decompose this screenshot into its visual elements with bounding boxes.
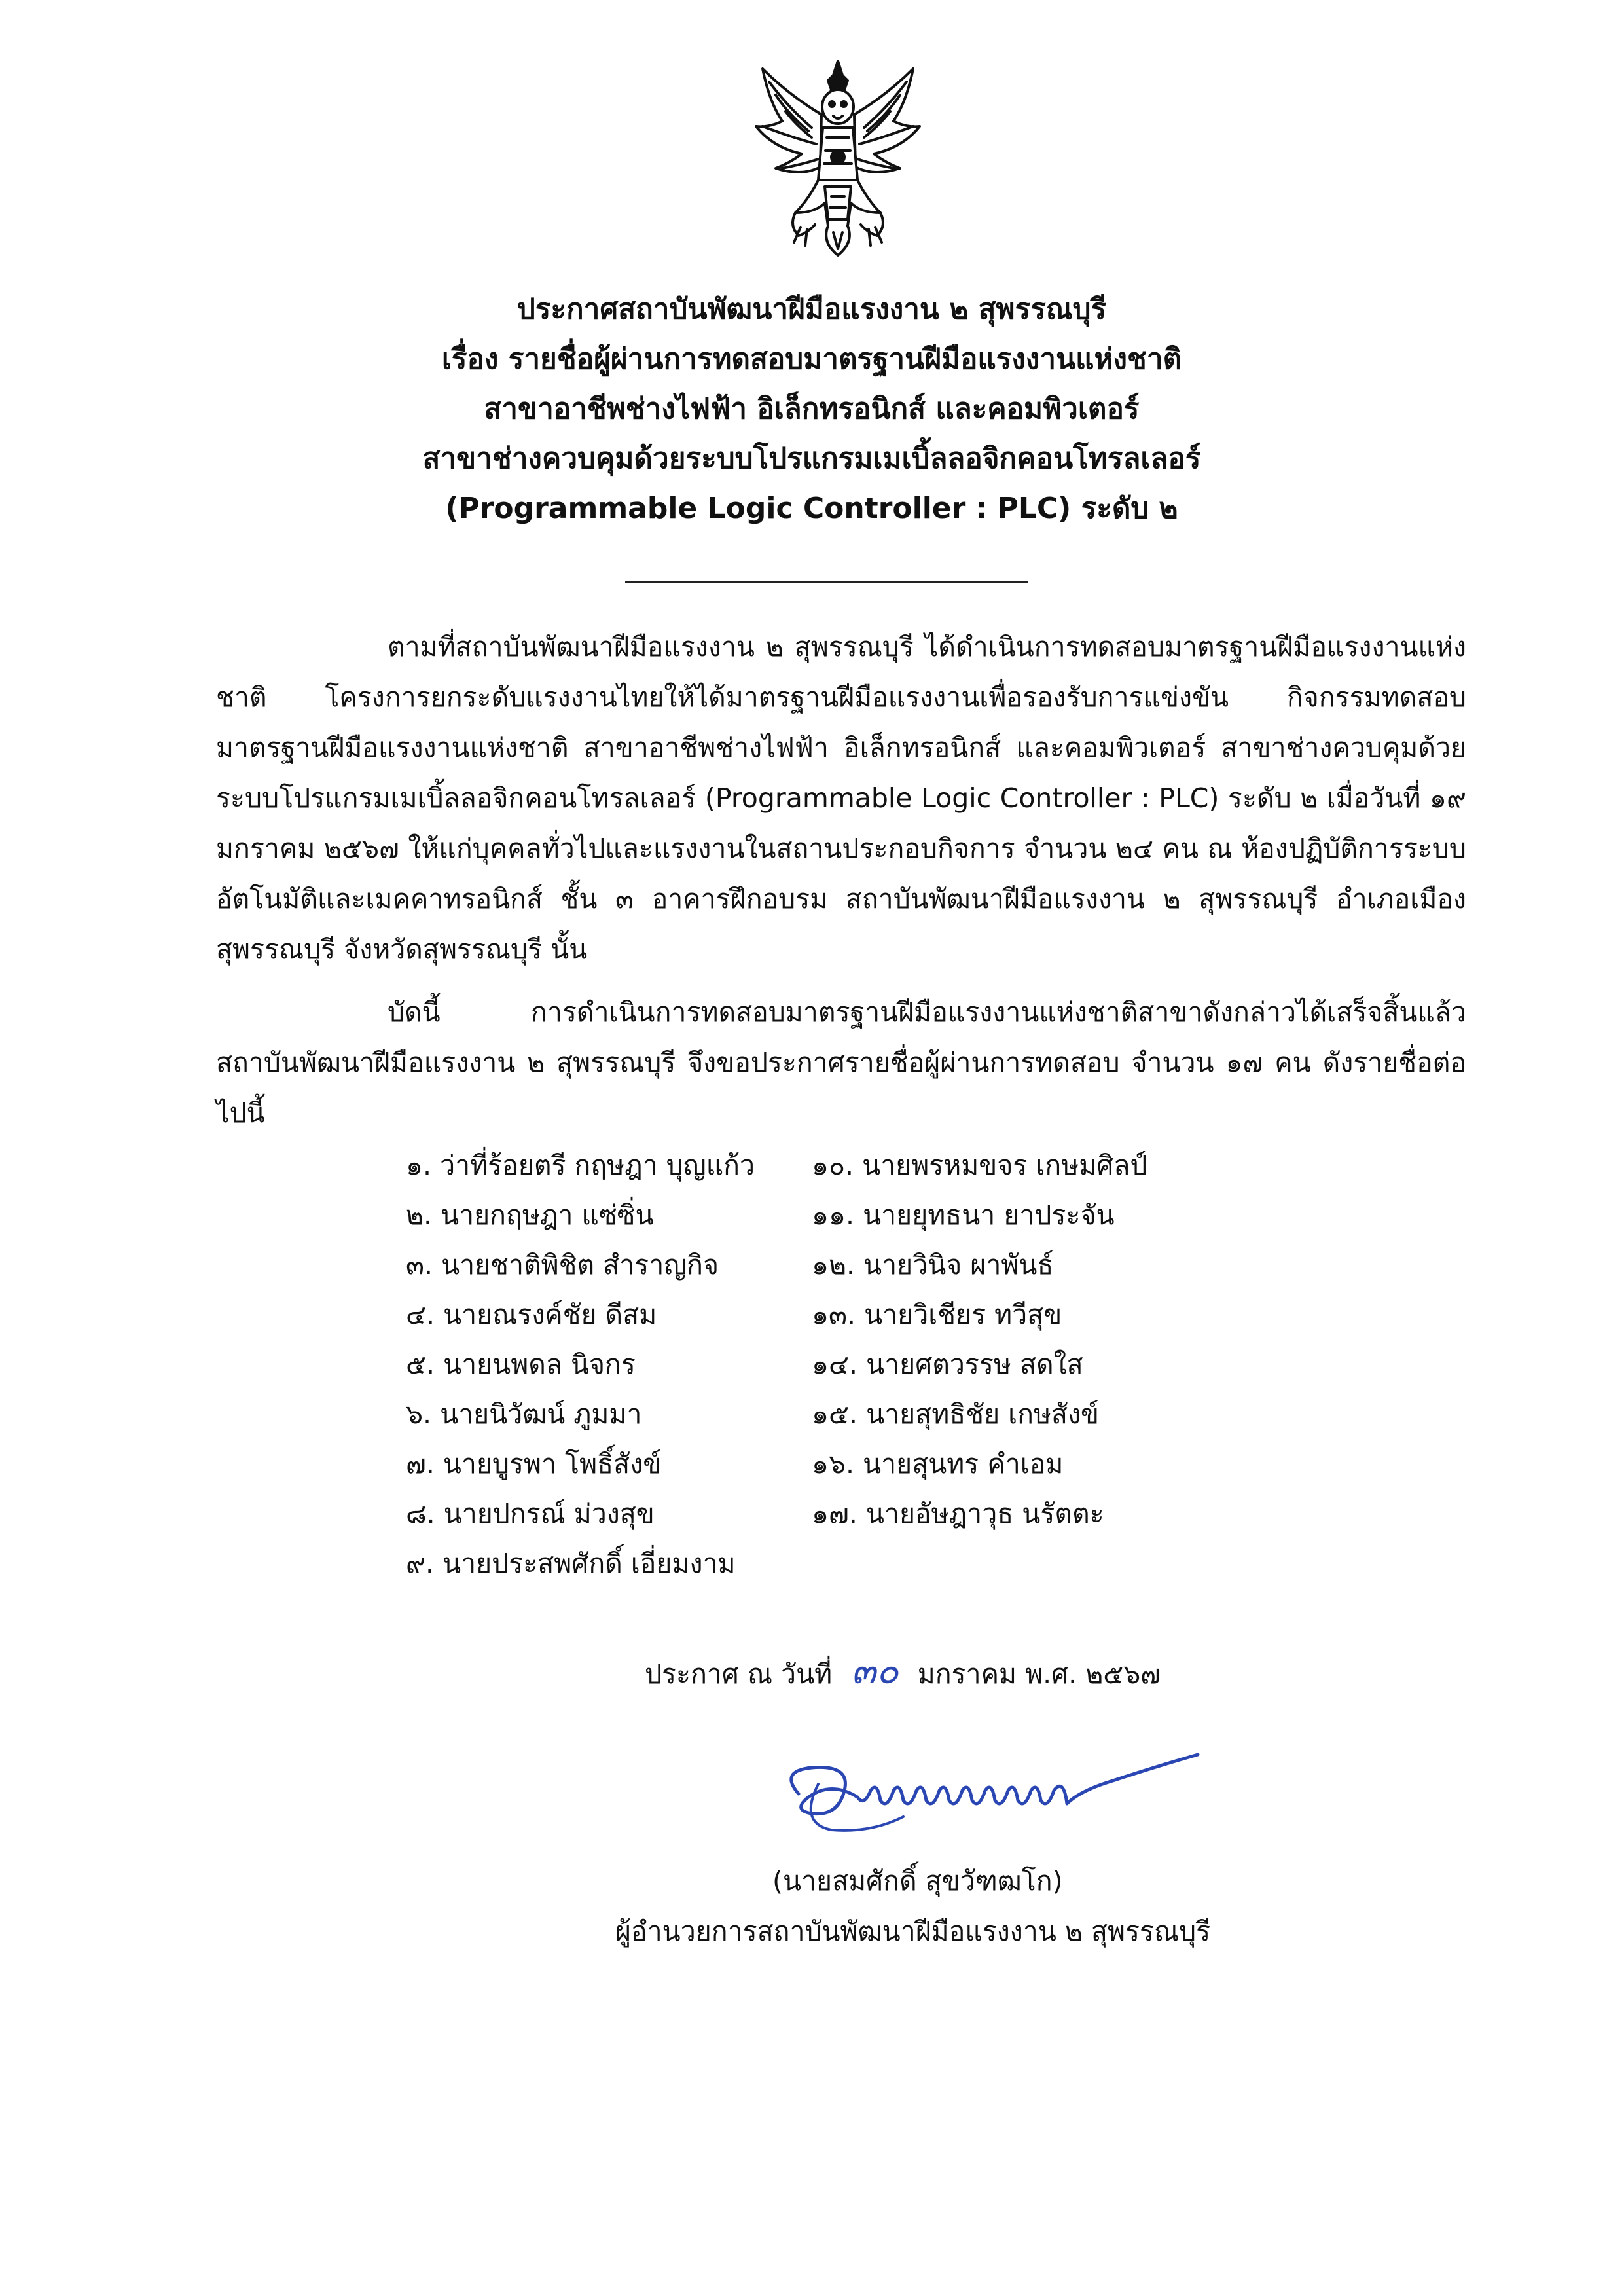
list-item: ๑๕. นายสุทธิชัย เกษสังข์ <box>812 1398 1100 1430</box>
list-item: ๗. นายบูรพา โพธิ์สังข์ <box>406 1448 662 1480</box>
list-item: ๕. นายนพดล นิจกร <box>406 1349 636 1380</box>
signatory-name: (นายสมศักดิ์ สุขวัฑฒโก) <box>772 1865 1063 1897</box>
list-item: ๔. นายณรงค์ชัย ดีสม <box>406 1299 657 1330</box>
date-day-handwritten: ๓๐ <box>851 1650 899 1692</box>
list-item: ๑๐. นายพรหมขจร เกษมศิลป์ <box>812 1150 1147 1181</box>
title-divider <box>625 581 1028 583</box>
list-item: ๑๔. นายศตวรรษ สดใส <box>812 1349 1083 1380</box>
names-list-column-1 <box>406 1140 755 1588</box>
list-item: ๑๓. นายวิเชียร ทวีสุข <box>812 1299 1062 1330</box>
handwritten-signature <box>772 1745 1231 1856</box>
body-paragraph-1: ตามที่สถาบันพัฒนาฝีมือแรงงาน ๒ สุพรรณบุรี ได้ดำเนินการทดสอบมาตรฐานฝีมือแรงงานแห่งชาติ โครงการยกระดับแรงงานไทยให้ได้มาตรฐานฝีมือแรงงานเพื่อรองรับการแข่งขัน กิจกรรมทดสอบมาตรฐานฝีมือแรงงานแห่งชาติ สาขาอาชีพช่างไฟฟ้า อิเล็กทรอนิกส์ และคอมพิวเตอร์ สาขาช่างควบคุมด้วยระบบโปรแกรมเมเบิ้ลลอจิกคอนโทรลเลอร์ (Programmable Logic Controller : PLC) ระดับ ๒ เมื่อวันที่ ๑๙ มกราคม ๒๕๖๗ ให้แก่บุคคลทั่วไปและแรงงานในสถานประกอบกิจการ จำนวน ๒๔ คน ณ ห้องปฏิบัติการระบบอัตโนมัติและเมคคาทรอนิกส์ ชั้น ๓ อาคารฝึกอบรม สถาบันพัฒนาฝีมือแรงงาน ๒ สุพรรณบุรี อำเภอเมืองสุพรรณบุรี จังหวัดสุพรรณบุรี นั้น <box>216 631 1466 965</box>
date-suffix: มกราคม พ.ศ. ๒๕๖๗ <box>917 1658 1161 1690</box>
date-prefix: ประกาศ ณ วันที่ <box>645 1658 833 1690</box>
title-line-4: สาขาช่างควบคุมด้วยระบบโปรแกรมเมเบิ้ลลอจิกคอนโทรลเลอร์ <box>422 442 1201 475</box>
announcement-date <box>645 1647 1161 1699</box>
list-item: ๒. นายกฤษฎา แซ่ซิ่น <box>406 1199 654 1231</box>
list-item: ๑๑. นายยุทธนา ยาประจัน <box>812 1199 1115 1231</box>
title-line-5: (Programmable Logic Controller : PLC) ระดับ ๒ <box>445 492 1178 525</box>
title-line-3: สาขาอาชีพช่างไฟฟ้า อิเล็กทรอนิกส์ และคอมพิวเตอร์ <box>484 392 1140 426</box>
list-item: ๙. นายประสพศักดิ์ เอี่ยมงาม <box>406 1548 736 1579</box>
announcement-title <box>196 285 1427 534</box>
list-item: ๑๒. นายวินิจ ผาพันธ์ <box>812 1249 1054 1281</box>
body-paragraph-2: บัดนี้ การดำเนินการทดสอบมาตรฐานฝีมือแรงงานแห่งชาติสาขาดังกล่าวได้เสร็จสิ้นแล้ว สถาบันพัฒนาฝีมือแรงงาน ๒ สุพรรณบุรี จึงขอประกาศรายชื่อผู้ผ่านการทดสอบ จำนวน ๑๗ คน ดังรายชื่อต่อไปนี้ <box>216 996 1466 1129</box>
title-line-1: ประกาศสถาบันพัฒนาฝีมือแรงงาน ๒ สุพรรณบุรี <box>516 293 1107 326</box>
title-line-2: เรื่อง รายชื่อผู้ผ่านการทดสอบมาตรฐานฝีมือแรงงานแห่งชาติ <box>441 342 1182 376</box>
list-item: ๑๗. นายอัษฎาวุธ นรัตตะ <box>812 1498 1104 1529</box>
list-item: ๑๖. นายสุนทร คำเอม <box>812 1448 1064 1480</box>
list-item: ๘. นายปกรณ์ ม่วงสุข <box>406 1498 655 1529</box>
signatory-position: ผู้อำนวยการสถาบันพัฒนาฝีมือแรงงาน ๒ สุพรรณบุรี <box>615 1916 1211 1947</box>
list-item: ๓. นายชาติพิชิต สำราญกิจ <box>406 1249 719 1281</box>
list-item: ๖. นายนิวัฒน์ ภูมมา <box>406 1398 642 1430</box>
garuda-emblem-icon <box>743 56 933 262</box>
list-item: ๑. ว่าที่ร้อยตรี กฤษฎา บุญแก้ว <box>406 1150 755 1181</box>
names-list-column-2 <box>812 1140 1147 1539</box>
